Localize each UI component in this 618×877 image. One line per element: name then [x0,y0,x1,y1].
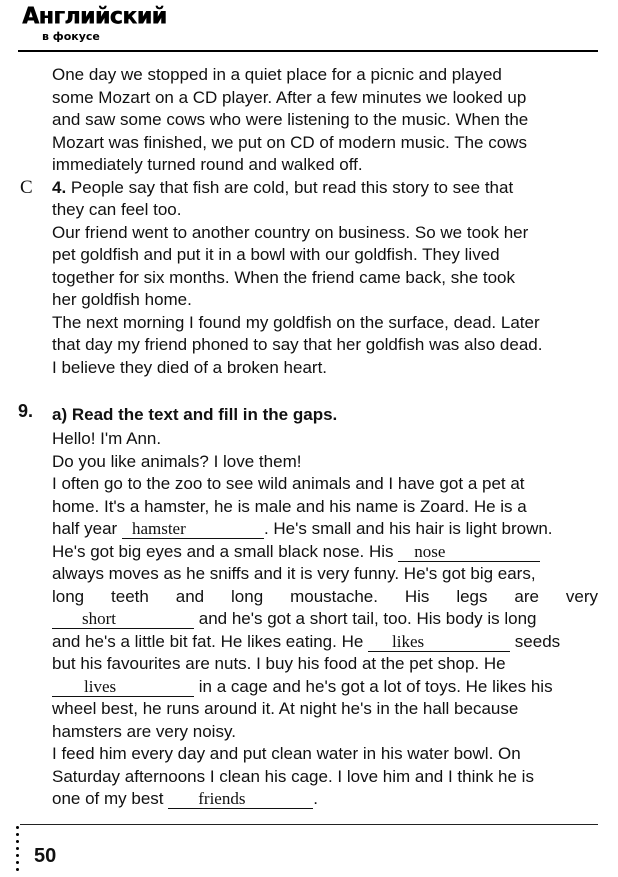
story-a-line: immediately turned round and walked off. [52,155,363,174]
exercise-text: one of my best [52,789,164,808]
margin-letter: C [20,177,33,198]
exercise-line [52,518,598,541]
exercise-text: . [313,789,318,808]
exercise-line: but his favourites are nuts. I buy his food at the pet shop. He [52,654,506,673]
gap-5-field[interactable]: lives [52,679,194,697]
exercise-line: Do you like animals? I love them! [52,451,302,471]
gap-1-field[interactable]: hamster [122,521,264,539]
dotted-margin-line [16,826,20,876]
gap-6-field[interactable]: friends [168,791,313,809]
exercise-line: I feed him every day and put clean water in his water bowl. On [52,744,521,763]
story-4-number: 4. [52,177,67,197]
brand-title: Английский [22,3,167,30]
exercise-text: half year [52,519,118,538]
exercise-line [52,676,598,699]
exercise-text: and he's got a short tail, too. His body is long [198,609,537,628]
footer-divider [20,824,598,825]
exercise-number: 9. [18,401,34,421]
exercise-line [52,788,598,811]
exercise-line [52,541,598,564]
exercise-line: Saturday afternoons I clean his cage. I love him and I think he is [52,766,534,786]
page-number: 50 [34,845,57,867]
exercise-line [52,608,598,631]
story-4-intro-text: People say that fish are cold, but read this story to see that [70,177,514,197]
story-4-intro [52,177,598,200]
exercise-line: I often go to the zoo to see wild animals and I have got a pet at [52,474,525,493]
exercise-line: wheel best, he runs around it. At night he's in the hall because [52,699,519,718]
exercise-text: He's got big eyes and a small black nose. His [52,541,394,561]
brand-subtitle: в фокусе [42,30,100,43]
story-4-line: her goldfish home. [52,290,192,309]
gap-4-field[interactable]: likes [368,634,510,652]
story-4-line: pet goldfish and put it in a bowl with our goldfish. They lived [52,245,500,264]
exercise-instruction: a) Read the text and fill in the gaps. [52,405,338,424]
story-4-line: I believe they died of a broken heart. [52,357,328,377]
exercise-text: . He's small and his hair is light brown. [263,519,553,538]
brand-logo [22,3,167,48]
exercise-line: hamsters are very noisy. [52,721,236,741]
exercise-line [52,631,598,654]
exercise-text: and he's a little bit fat. He likes eating. He [52,631,364,651]
story-a-line: One day we stopped in a quiet place for a picnic and played [52,65,502,84]
story-4-line: The next morning I found my goldfish on the surface, dead. Later [52,312,540,332]
story-4-line: Our friend went to another country on business. So we took her [52,222,529,242]
exercise-text: seeds [514,631,561,651]
story-4-intro-continued: they can feel too. [52,200,182,219]
exercise-line: home. It's a hamster, he is male and his name is Zoard. He is a [52,496,527,516]
exercise-text: in a cage and he's got a lot of toys. He likes his [198,676,553,696]
story-a-line: Mozart was finished, we put on CD of modern music. The cows [52,132,527,152]
story-a-line: some Mozart on a CD player. After a few minutes we looked up [52,87,527,107]
exercise-line: always moves as he sniffs and it is very funny. He's got big ears, [52,564,536,583]
gap-2-field[interactable]: nose [398,544,540,562]
exercise-line: long teeth and long moustache. His legs are very [52,586,598,606]
story-4-line: together for six months. When the friend came back, she took [52,267,516,287]
exercise-line: Hello! I'm Ann. [52,429,162,448]
page-text [52,64,598,811]
story-4-line: that day my friend phoned to say that her goldfish was also dead. [52,335,543,354]
story-a-line: and saw some cows who were listening to the music. When the [52,110,529,129]
gap-3-field[interactable]: short [52,611,194,629]
header-divider [18,50,598,52]
